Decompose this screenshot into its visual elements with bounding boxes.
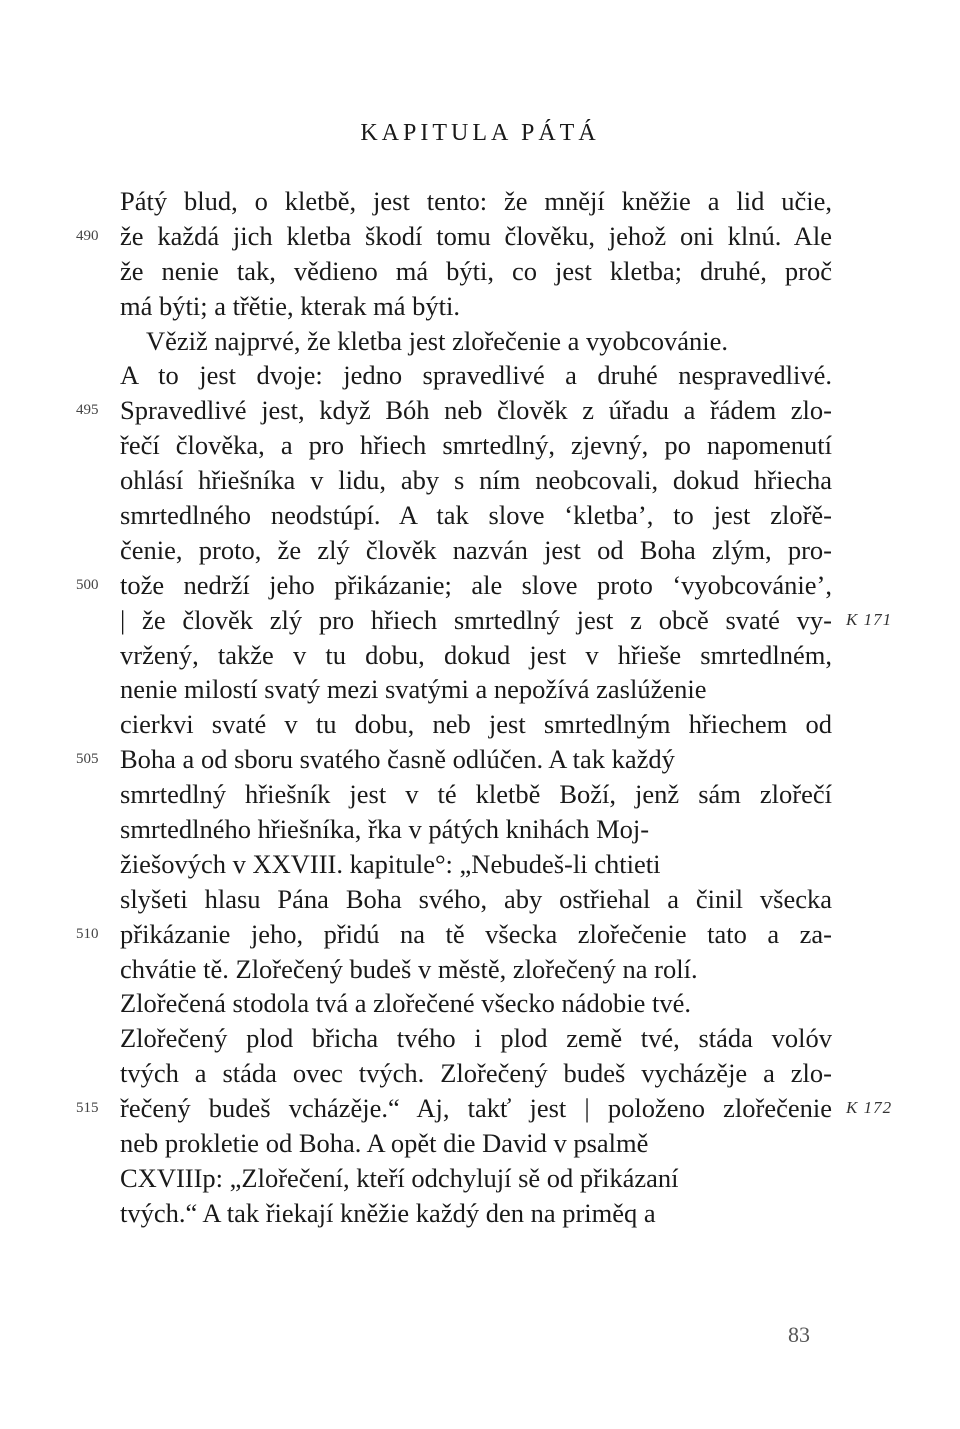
text-line [120, 1021, 832, 1056]
text-line [120, 358, 832, 393]
text-line [120, 289, 832, 324]
text-line [120, 428, 832, 463]
line-number: 515 [76, 1100, 99, 1117]
line-text: tvých a stáda ovec tvých. Zlořečený budeš vycházěje a zlo- [120, 1058, 832, 1089]
line-text: CXVIIIp: „Zlořečení, kteří odchylují sě od přikázaní [120, 1162, 679, 1193]
text-line [76, 1091, 893, 1126]
line-text: smrtedlného neodstúpí. A tak slove ‘kletba’, to jest zlořě- [120, 500, 832, 531]
text-line [120, 533, 832, 568]
line-text: | že člověk zlý pro hřiech smrtedlný jest z obcě svaté vy- [120, 604, 832, 635]
line-text: čenie, proto, že zlý člověk nazván jest od Boha zlým, pro- [120, 534, 832, 565]
text-line [120, 603, 893, 638]
margin-reference: K 171 [846, 609, 893, 629]
line-text: Věziž najprvé, že kletba jest zlořečenie a vyobcovánie. [120, 325, 728, 356]
page-number: 83 [788, 1322, 810, 1347]
text-line [76, 393, 832, 428]
line-text: tvých.“ A tak řiekají kněžie každý den na priměq a [120, 1197, 656, 1228]
line-text: Zlořečený plod břicha tvého i plod země tvé, stáda volóv [120, 1023, 832, 1054]
text-line [120, 463, 832, 498]
line-number: 500 [76, 576, 99, 593]
text-line [120, 847, 832, 882]
line-text: ohlásí hřiešníka v lidu, aby s ním neobcovali, dokud hřiecha [120, 465, 832, 496]
line-text: Pátý blud, o kletbě, jest tento: že mnějí kněžie a lid učie, [120, 186, 832, 216]
chapter-heading: KAPITULA PÁTÁ [360, 120, 600, 146]
line-number: 495 [76, 402, 99, 419]
margin-reference: K 172 [846, 1098, 893, 1118]
line-text: Spravedlivé jest, když Bóh neb člověk z úřadu a řádem zlo- [120, 395, 832, 426]
line-text: smrtedlný hřiešník jest v té kletbě Boží, jenž sám zlořečí [120, 779, 832, 810]
line-text: nenie milostí svatý mezi svatými a nepožívá zaslúženie [120, 674, 707, 705]
text-line [120, 952, 832, 987]
line-text: vržený, takže v tu dobu, dokud jest v hřieše smrtedlném, [120, 639, 832, 670]
text-line [76, 742, 832, 777]
text-line [120, 184, 832, 219]
text-line [120, 498, 832, 533]
line-text: Zlořečená stodola tvá a zlořečené všecko nádobie tvé. [120, 988, 691, 1019]
line-number: 510 [76, 925, 99, 942]
line-number: 505 [76, 751, 99, 768]
text-line [120, 672, 832, 707]
text-line [76, 219, 832, 254]
text-line [120, 1126, 832, 1161]
text-line [120, 324, 832, 359]
text-line [120, 638, 832, 673]
line-text: slyšeti hlasu Pána Boha svého, aby ostřiehal a činil všecka [120, 883, 832, 914]
text-line [120, 812, 832, 847]
line-text: řečí člověka, a pro hřiech smrtedlný, zjevný, po napomenutí [120, 430, 832, 461]
line-text: Boha a od sboru svatého časně odlúčen. A tak každý [120, 744, 675, 775]
line-text: má býti; a třětie, kterak má býti. [120, 290, 460, 321]
line-text: že každá jich kletba škodí tomu člověku, jehož oni klnú. Ale [120, 220, 832, 251]
line-text: cierkvi svaté v tu dobu, neb jest smrtedlným hřiechem od [120, 709, 832, 740]
line-text: tože nedrží jeho přikázanie; ale slove proto ‘vyobcovánie’, [120, 569, 832, 600]
body-text [76, 184, 893, 1231]
text-line [120, 777, 832, 812]
line-text: řečený budeš vcházěje.“ Aj, takť jest | položeno zlořečenie [120, 1093, 832, 1124]
line-text: chvátie tě. Zlořečený budeš v městě, zlořečený na rolí. [120, 953, 698, 984]
text-line [120, 882, 832, 917]
line-text: A to jest dvoje: jedno spravedlivé a druhé nespravedlivé. [120, 360, 832, 391]
line-text: že nenie tak, vědieno má býti, co jest kletba; druhé, proč [120, 255, 832, 286]
text-line [120, 254, 832, 289]
line-text: přikázanie jeho, přidú na tě všecka zlořečenie tato a za- [120, 918, 832, 949]
text-line [120, 986, 832, 1021]
text-line [76, 568, 832, 603]
text-line [120, 1161, 832, 1196]
line-text: neb prokletie od Boha. A opět die David v psalmě [120, 1128, 649, 1159]
text-line [76, 917, 832, 952]
text-line [120, 707, 832, 742]
line-text: smrtedlného hřiešníka, řka v pátých knihách Moj- [120, 814, 650, 845]
text-line [120, 1196, 832, 1231]
text-line [120, 1056, 832, 1091]
line-number: 490 [76, 227, 99, 244]
line-text: žiešových v XXVIII. kapitule°: „Nebudeš-li chtieti [120, 848, 661, 879]
